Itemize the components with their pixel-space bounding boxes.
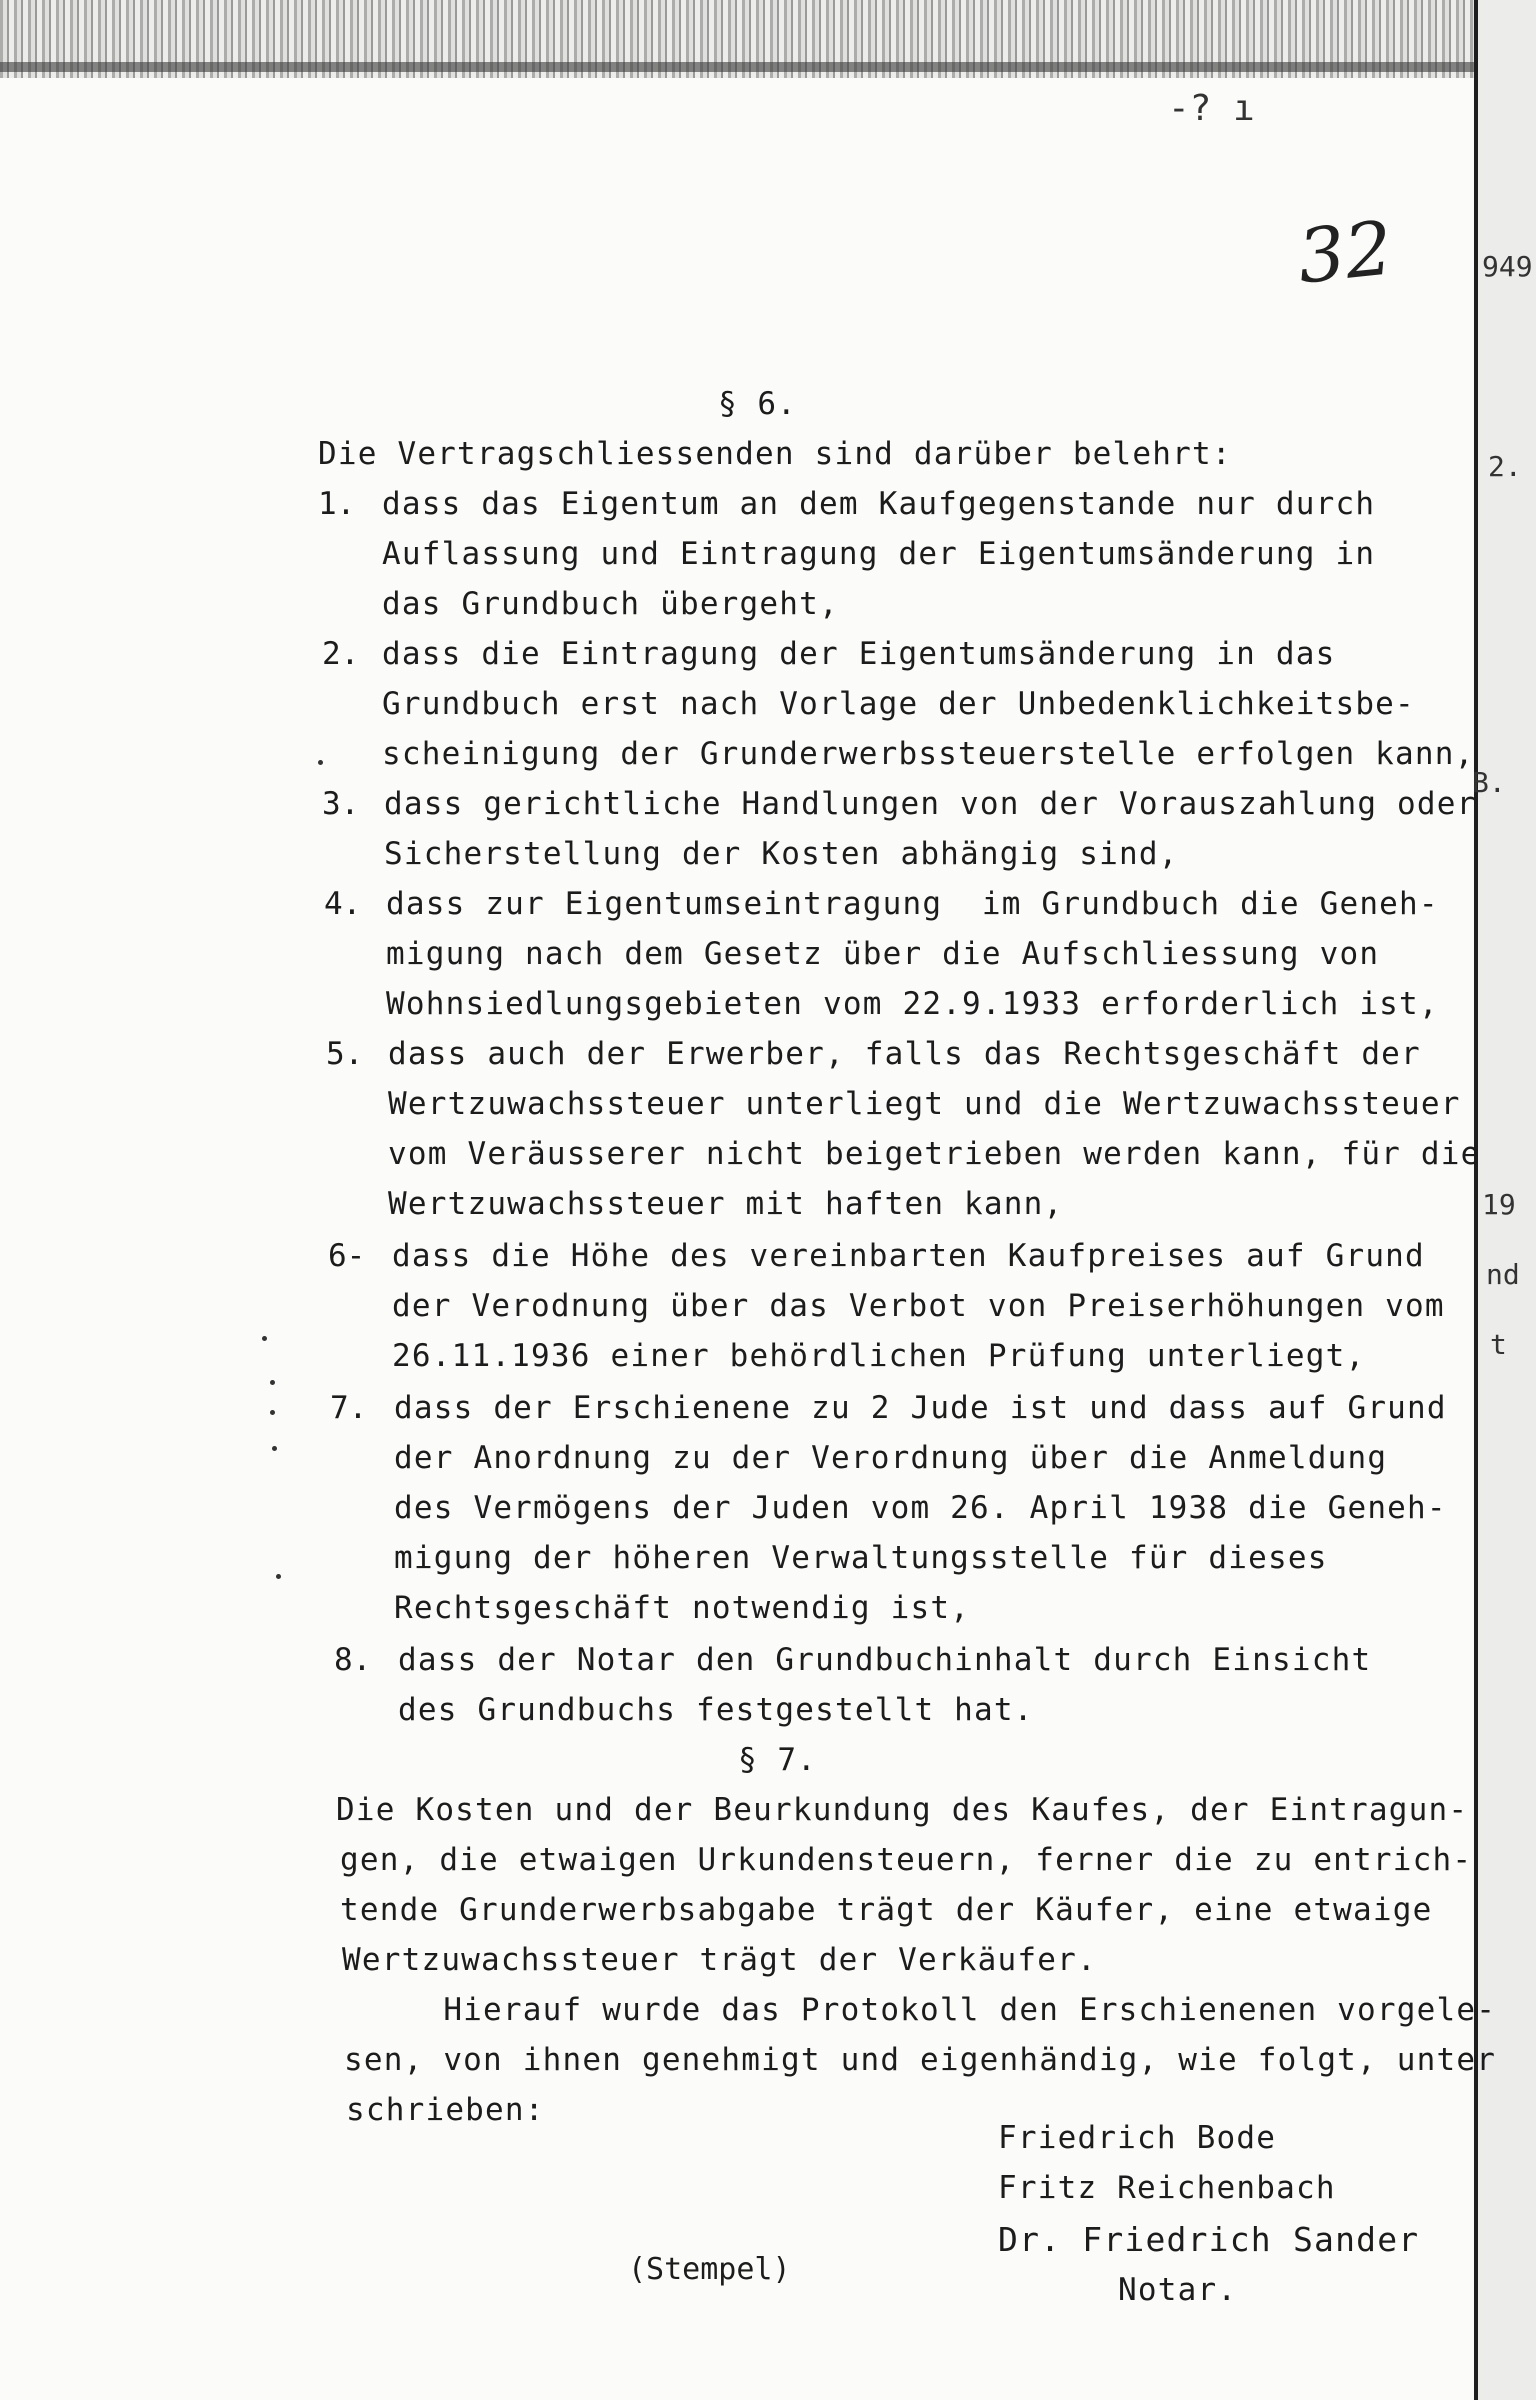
scan-speck [318,760,323,765]
item-line: Sicherstellung der Kosten abhängig sind, [384,836,1179,872]
section-7-heading: § 7. [738,1742,817,1778]
item-line: das Grundbuch übergeht, [382,586,839,622]
item-line: der Anordnung zu der Verordnung über die Anmeldung [394,1440,1388,1476]
item-line: vom Veräusserer nicht beigetrieben werden kann, für die [388,1136,1481,1172]
stamp-placeholder: (Stempel) [628,2252,791,2287]
folio-number: 32 [1293,205,1397,301]
item-number: 6- [328,1238,366,1274]
item-line: dass der Notar den Grundbuchinhalt durch Einsicht [398,1642,1372,1678]
edge-fragment: B. [1472,766,1506,799]
item-line: migung der höheren Verwaltungsstelle für dieses [394,1540,1328,1576]
item-number: 4. [324,886,362,922]
item-line: des Grundbuchs festgestellt hat. [398,1692,1034,1728]
item-line: dass der Erschienene zu 2 Jude ist und dass auf Grund [394,1390,1447,1426]
item-line: Grundbuch erst nach Vorlage der Unbedenklichkeitsbe- [382,686,1415,722]
signature-name: Fritz Reichenbach [998,2170,1336,2206]
item-line: des Vermögens der Juden vom 26. April 1938 die Geneh- [394,1490,1447,1526]
item-line: der Verodnung über das Verbot von Preiserhöhungen vom [392,1288,1445,1324]
item-number: 3. [322,786,360,822]
scan-speck [262,1336,267,1341]
section-7-line: schrieben: [346,2092,545,2128]
edge-fragment: 2. [1488,450,1522,483]
top-mark: -? ı [1168,88,1255,129]
section-7-line: Die Kosten und der Beurkundung des Kaufes, der Eintragun- [336,1792,1469,1828]
item-line: Auflassung und Eintragung der Eigentumsänderung in [382,536,1376,572]
adjacent-page-edge [1474,0,1536,2400]
edge-fragment: 19 [1482,1188,1516,1221]
section-7-line: Wertzuwachssteuer trägt der Verkäufer. [342,1942,1097,1978]
item-line: 26.11.1936 einer behördlichen Prüfung unterliegt, [392,1338,1366,1374]
item-line: dass die Höhe des vereinbarten Kaufpreises auf Grund [392,1238,1425,1274]
section-6-heading: § 6. [718,386,797,422]
scan-speck [276,1574,281,1579]
item-line: Wohnsiedlungsgebieten vom 22.9.1933 erforderlich ist, [386,986,1439,1022]
item-number: 8. [334,1642,372,1678]
edge-fragment: t [1490,1328,1507,1361]
section-7-line: sen, von ihnen genehmigt und eigenhändig, wie folgt, unter [344,2042,1497,2078]
item-line: Wertzuwachssteuer unterliegt und die Wertzuwachssteuer [388,1086,1461,1122]
section-7-line: tende Grunderwerbsabgabe trägt der Käufer, eine etwaige [340,1892,1433,1928]
section-6-intro: Die Vertragschliessenden sind darüber belehrt: [318,436,1232,472]
scan-speck [270,1410,275,1415]
scan-speck [270,1380,275,1385]
scan-edge-band [0,62,1490,72]
section-7-line: gen, die etwaigen Urkundensteuern, ferner die zu entrich- [340,1842,1473,1878]
item-line: dass auch der Erwerber, falls das Rechtsgeschäft der [388,1036,1421,1072]
section-7-line: Hierauf wurde das Protokoll den Erschienenen vorgele- [344,1992,1497,2028]
item-line: migung nach dem Gesetz über die Aufschliessung von [386,936,1380,972]
notary-title: Notar. [1118,2272,1238,2308]
item-line: Wertzuwachssteuer mit haften kann, [388,1186,1064,1222]
signature-name: Dr. Friedrich Sander [998,2220,1420,2259]
item-number: 7. [330,1390,368,1426]
scan-speck [272,1446,277,1451]
item-line: scheinigung der Grunderwerbssteuerstelle erfolgen kann, [382,736,1475,772]
item-line: dass das Eigentum an dem Kaufgegenstande nur durch [382,486,1376,522]
item-line: dass zur Eigentumseintragung im Grundbuch die Geneh- [386,886,1439,922]
item-number: 2. [322,636,360,672]
signature-name: Friedrich Bode [998,2120,1277,2156]
item-line: dass gerichtliche Handlungen von der Vorauszahlung oder [384,786,1477,822]
edge-fragment: 949 [1482,250,1533,283]
item-number: 1. [318,486,356,522]
item-line: dass die Eintragung der Eigentumsänderung in das [382,636,1336,672]
item-number: 5. [326,1036,364,1072]
item-line: Rechtsgeschäft notwendig ist, [394,1590,971,1626]
edge-fragment: nd [1486,1258,1520,1291]
